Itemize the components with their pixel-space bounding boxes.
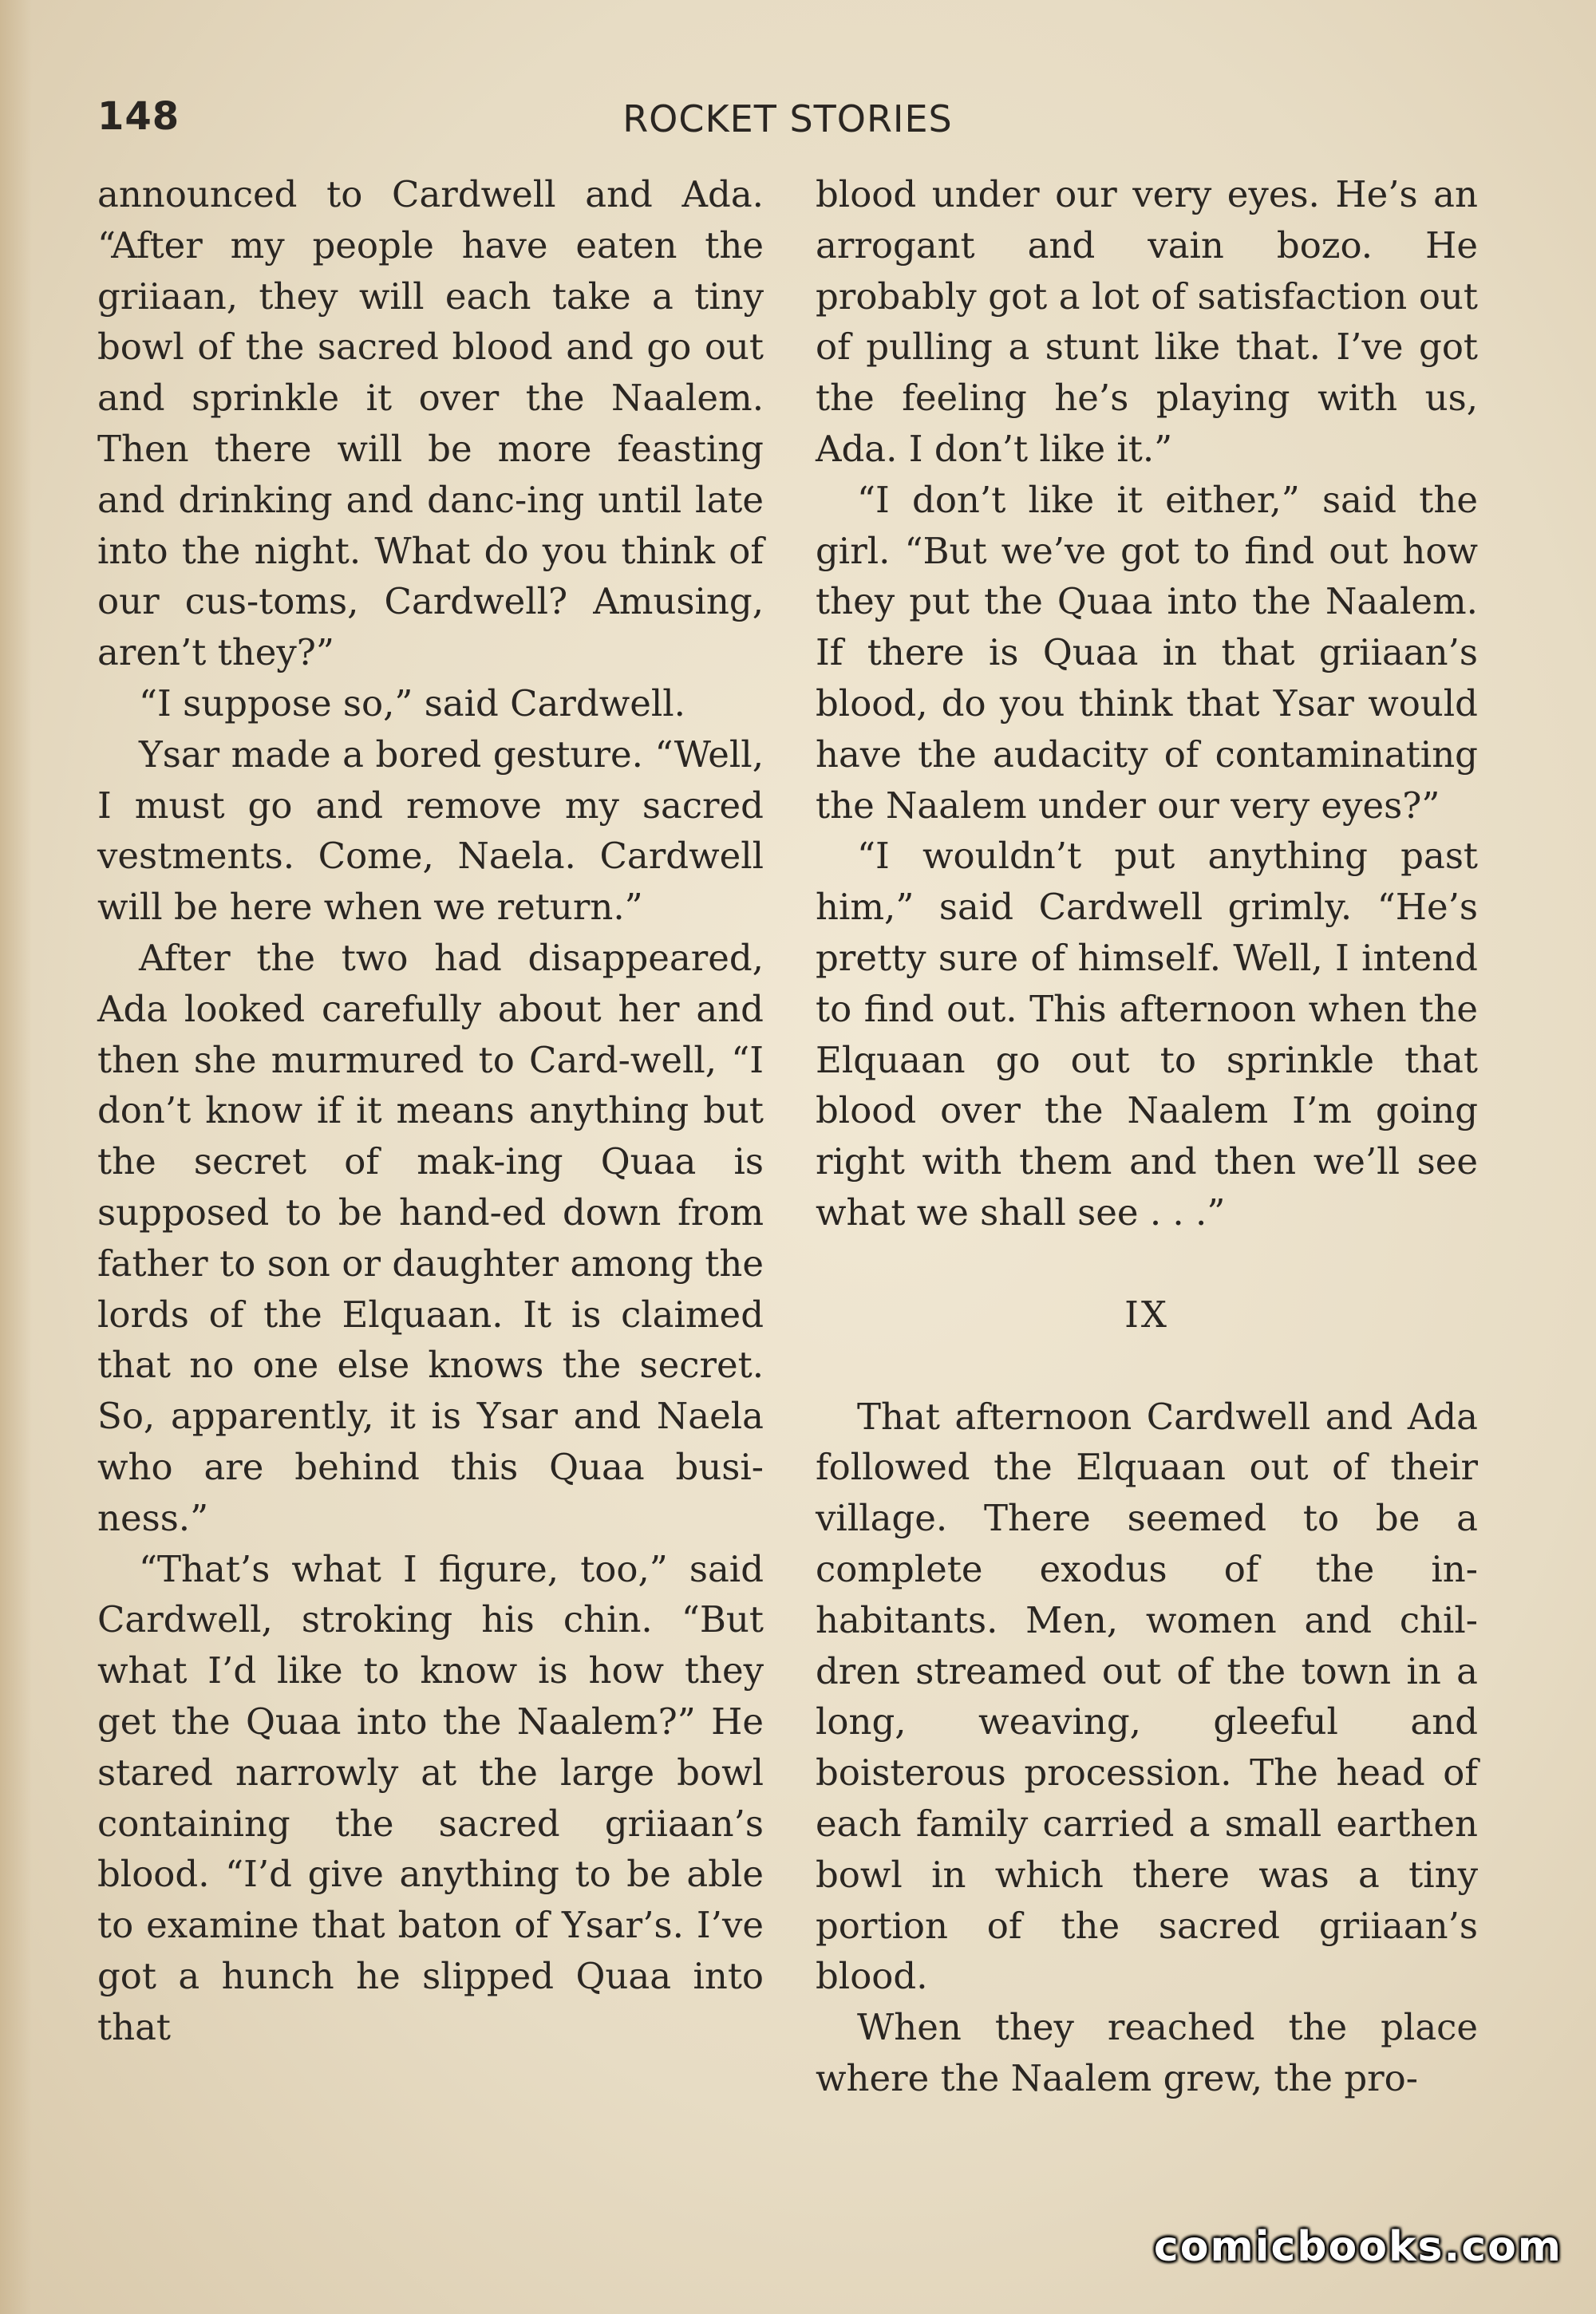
paragraph: Ysar made a bored gesture. “Well, I must go and remove my sacred vestments. Come, Naela. Cardwell will be here when we return.” [97, 733, 764, 929]
paragraph: blood under our very eyes. He’s an arrogant and vain bozo. He probably got a lot of satisfaction out of pulling a stunt like that. I’ve got the feeling he’s playing with us, Ada. I don’t like it.” [816, 173, 1478, 470]
paragraph: “I suppose so,” said Cardwell. [139, 681, 685, 725]
page-edge-shadow [0, 0, 32, 2314]
running-title: ROCKET STORIES [622, 97, 953, 140]
paragraph: announced to Cardwell and Ada. “After my people have eaten the griiaan, they will each take a tiny bowl of the sacred blood and go out and sprinkle it over the Naalem. Then there will be more feasting and drinking and danc-ing until late into the night. What do you think of our cus-toms, Cardwell? Amusing, aren’t they?” [97, 173, 764, 674]
page-header [97, 94, 1478, 150]
paragraph: That afternoon Cardwell and Ada followed the Elquaan out of their village. There seemed to be a complete exodus of the in-habitants. Men, women and chil-dren streamed out of the town in a long, weaving, gleeful and boisterous procession. The head of each family carried a small earthen bowl in which there was a tiny portion of the sacred griiaan’s blood. [816, 1395, 1478, 1998]
paragraph: After the two had disappeared, Ada looked carefully about her and then she murmured to Card-well, “I don’t know if it means anything but the secret of mak-ing Quaa is supposed to be hand-ed down from father to son or daughter among the lords of the Elquaan. It is claimed that no one else knows the secret. So, apparently, it is Ysar and Naela who are behind this Quaa busi-ness.” [97, 936, 764, 1539]
paragraph: When they reached the place where the Naalem grew, the pro- [816, 2006, 1478, 2099]
left-column [97, 169, 764, 2052]
watermark: comicbooks.com [1153, 2223, 1562, 2271]
paragraph: “I wouldn’t put anything past him,” said Cardwell grimly. “He’s pretty sure of himself. Well, I intend to find out. This afternoon when the Elquaan go out to sprinkle that blood over the Naalem I’m going right with them and then we’ll see what we shall see . . .” [816, 835, 1478, 1234]
right-column [816, 169, 1478, 2104]
page-number: 148 [97, 94, 180, 139]
chapter-heading: IX [1124, 1293, 1169, 1336]
paragraph: “That’s what I figure, too,” said Cardwell, stroking his chin. “But what I’d like to know is how they get the Quaa into the Naalem?” He stared narrowly at the large bowl containing the sacred griiaan’s blood. “I’d give anything to be able to examine that baton of Ysar’s. I’ve got a hunch he slipped Quaa into that [97, 1547, 764, 2048]
paragraph: “I don’t like it either,” said the girl. “But we’ve got to find out how they put the Quaa into the Naalem. If there is Quaa in that griiaan’s blood, do you think that Ysar would have the audacity of contaminating the Naalem under our very eyes?” [816, 478, 1478, 827]
